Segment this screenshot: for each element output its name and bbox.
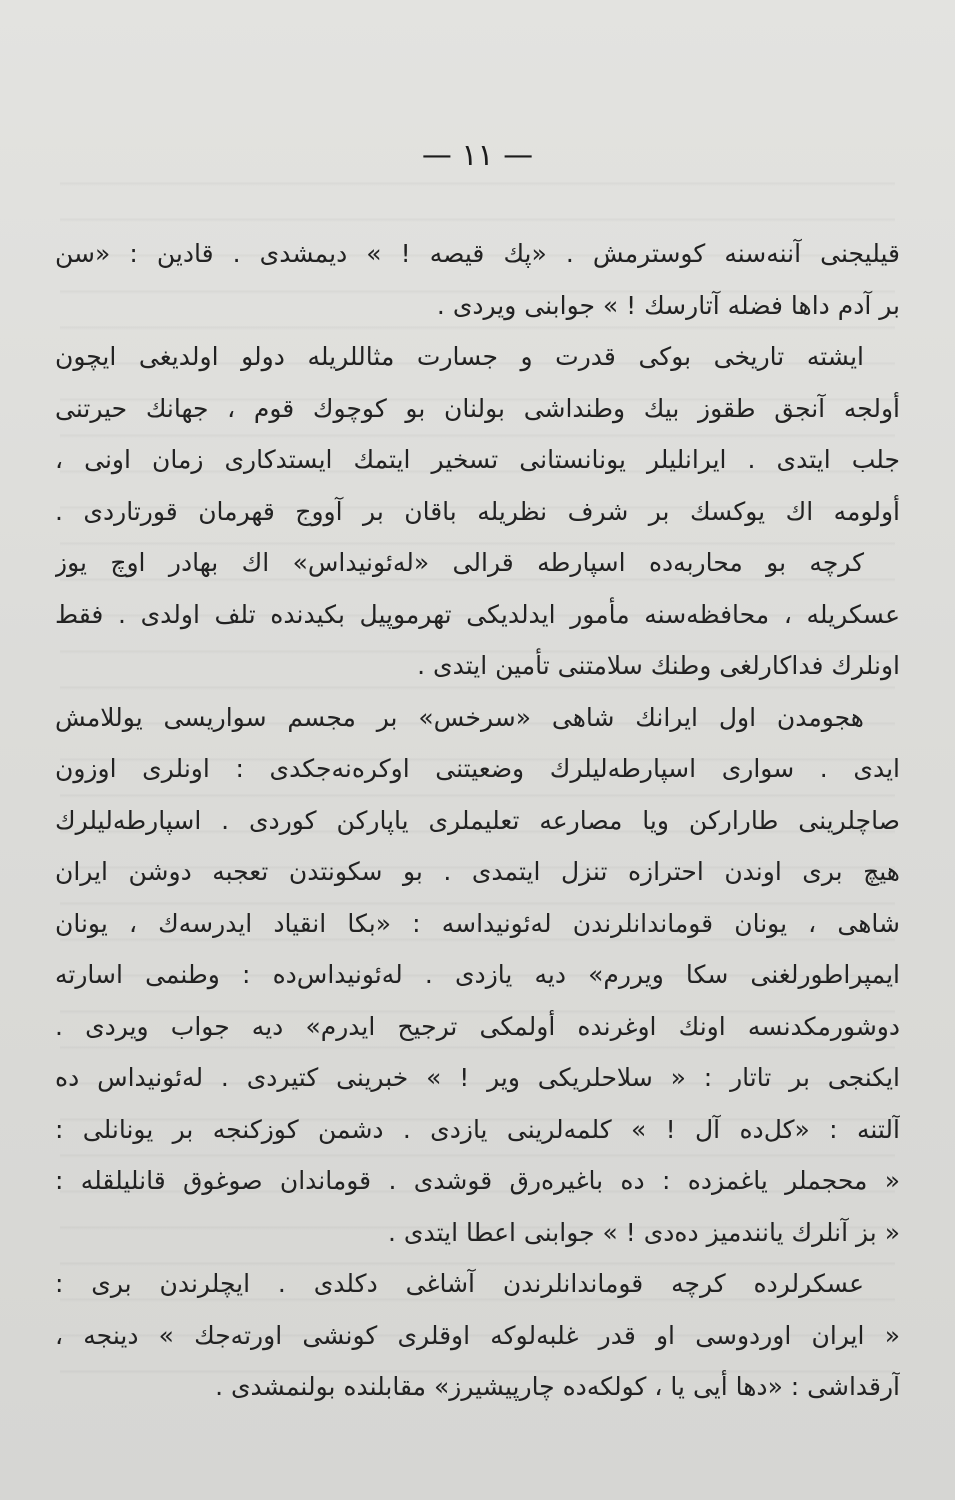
text-line: « ایران اوردوسی او قدر غلبه‌لوکه اوقلری کونشی اورته‌جك » دینجه ، — [55, 1320, 900, 1350]
text-line: هیچ بری اوندن احترازه تنزل ایتمدی . بو سکونتدن تعجبه دوشن ایران — [55, 857, 900, 886]
text-line: آرقداشی : «دها أیی یا ، کولکه‌ده چارپیشیرز» مقابلنده بولنمشدی . — [215, 1372, 900, 1401]
text-line: ایمپراطورلغنی سکا ویررم» دیه یازدی . له‌ئونیداس‌ده : وطنمی اسارته — [55, 960, 900, 989]
text-line: بر آدم داها فضله آتارسك ! » جوابنی ویردی . — [436, 290, 900, 320]
text-line: أولومه اك یوکسك بر شرف نظریله باقان بر آووج قهرمان قورتاردی . — [55, 496, 900, 526]
text-line: دوشورمکدنسه اونك اوغرنده أولمکی ترجیح ایدرم» دیه جواب ویردی . — [55, 1011, 900, 1041]
text-line: عسکرلرده کرچه قوماندانلرندن آشاغی دکلدی . ایچلرندن بری : — [55, 1269, 864, 1298]
text-line: آلتنه : «کل‌ده آل ! » کلمه‌لرینی یازدی . دشمن کوزکنجه بر یونانلی : — [55, 1114, 900, 1144]
text-line: قیلیجنی آننه‌سنه کوسترمش . «پك قیصه ! » دیمشدی . قادین : «سن — [55, 239, 900, 268]
text-line: شاهی ، یونان قوماندانلرندن له‌ئونیداسه : «بکا انقیاد ایدرسه‌ك ، یونان — [55, 908, 900, 938]
body-text — [55, 228, 900, 1413]
text-line: ایدی . سواری اسپارطه‌لیلرك وضعیتنی اوکره‌نه‌جکدی : اونلری اوزون — [55, 754, 900, 783]
text-line: کرچه بو محاربه‌ده اسپارطه قرالی «له‌ئونیداس» اك بهادر اوچ یوز — [55, 548, 864, 577]
text-line: اونلرك فداکارلغی وطنك سلامتنی تأمین ایتدی . — [417, 651, 900, 680]
text-line: صاچلرینی طاراركن ویا مصارعه تعلیملری یاپاركن کوردی . اسپارطه‌لیلرك — [55, 805, 900, 835]
text-line: أولجه آنجق طقوز بیك وطنداشی بولنان بو کوچوك قوم ، جهانك حیرتنی — [55, 393, 900, 423]
page-number: — ۱۱ — — [421, 138, 534, 173]
text-line: هجومدن اول ایرانك شاهی «سرخس» بر مجسم سواریسی یوللامش — [55, 702, 864, 732]
text-line: عسکریله ، محافظه‌سنه مأمور ایدلدیکی تهرموپیل بکیدنده تلف اولدی . فقط — [55, 599, 900, 629]
text-line: ایشته تاریخی بوکی قدرت و جسارت مثاللریله دولو اولدیغی ایچون — [55, 342, 864, 371]
text-line: « محجملر یاغمزده : ده باغیره‌رق قوشدی . قوماندان صوغوق قانلیلقله : — [55, 1166, 900, 1195]
text-line: « بز آنلرك یانندمیز ده‌دی ! » جوابنی اعطا ایتدی . — [388, 1217, 900, 1247]
text-line: جلب ایتدی . ایرانلیلر یونانستانی تسخیر ایتمك ایستدکاری زمان اونی ، — [55, 445, 900, 474]
text-line: ایکنجی بر تاتار : « سلاحلریکی ویر ! » خبرینی کتیردی . له‌ئونیداس ده — [55, 1063, 900, 1092]
